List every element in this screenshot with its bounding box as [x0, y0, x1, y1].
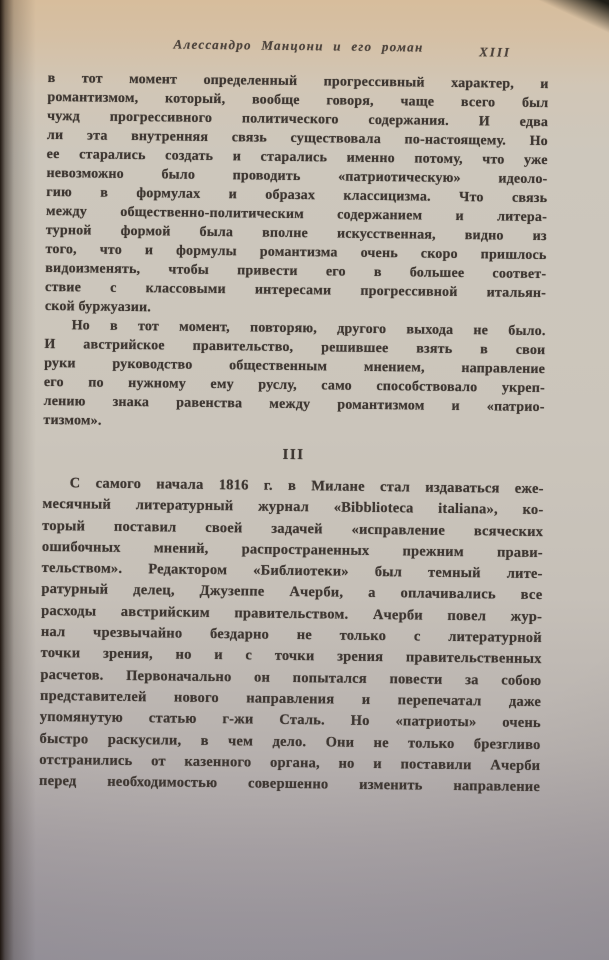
text-line: чужд прогрессивного политического содержания. И едва: [47, 108, 549, 131]
text-line: расчетов. Первоначально он попытался повести за собою: [40, 666, 542, 689]
text-line: лению знака равенства между романтизмом и «патрио-: [43, 393, 545, 416]
text-line: отстранились от казенного органа, но и поставили Ачерби: [39, 751, 541, 774]
text-line: ли эта внутренняя связь существовала по-настоящему. Но: [46, 127, 549, 150]
text-line: Но в тот момент, повторяю, другого выхода не было.: [71, 318, 546, 340]
text-line: торый поставил своей задачей «исправление всяческих: [42, 517, 544, 540]
text-line: быстро раскусили, в чем дело. Они не только брезгливо: [39, 730, 541, 753]
text-line: турной формой была вполне искусственная, видно из: [45, 222, 547, 245]
running-title: Алессандро Манцони и его роман: [173, 36, 424, 55]
text-line: между общественно-политическим содержанием и литера-: [45, 203, 548, 226]
text-line: И австрийское правительство, решившее взять в свои: [44, 336, 546, 359]
text-line: романтизмом, который, вообще говоря, чаще всего был: [47, 89, 549, 112]
text-line: его по нужному ему руслу, само способствовало укреп-: [43, 374, 545, 397]
text-line: ской буржуазии.: [44, 298, 152, 316]
text-line: месячный литературный журнал «Bibblioteca italiana», ко-: [42, 496, 544, 519]
text-line: ратурный делец, Джузеппе Ачерби, а оплачивались все: [41, 581, 543, 604]
text-line: видоизменять, чтобы привести его в большее соответ-: [45, 260, 547, 283]
text-line: нал чрезвычайно бездарно не только с литературной: [40, 623, 542, 647]
text-line: гию в формулах и образах классицизма. Что связь: [46, 184, 548, 207]
text-line: ее старались создать и старались именно потому, что уже: [46, 146, 548, 169]
text-line: С самого начала 1816 г. в Милане стал издаваться еже-: [69, 475, 544, 498]
text-line: ствие с классовыми интересами прогрессивной итальян-: [45, 279, 547, 302]
text-line: тизмом».: [43, 412, 102, 429]
text-line: ошибочных мнений, распространенных прежним прави-: [41, 538, 543, 561]
text-line: тельством». Редактором «Библиотеки» был темный лите-: [41, 560, 543, 583]
paragraph-continuation: [43, 69, 548, 436]
paragraph-3: [39, 473, 544, 799]
text-line: представителей нового направления и перепечатал даже: [40, 687, 542, 711]
text-line: расходы австрийским правительством. Ачерби повел жур-: [41, 602, 543, 625]
page-gutter-shadow: [0, 0, 36, 960]
text-line: того, что и формулы романтизма очень скоро пришлось: [45, 241, 547, 264]
text-line: невозможно было проводить «патриотическую» идеоло-: [46, 165, 548, 188]
text-line: руки руководство общественным мнением, направление: [44, 355, 546, 378]
page-number: XIII: [479, 44, 512, 60]
page-header: [48, 35, 549, 63]
text-line: в тот момент определенный прогрессивный характер, и: [47, 70, 549, 93]
text-line: упомянутую статью г-жи Сталь. Но «патриоты» очень: [39, 709, 541, 732]
background-corner: [531, 0, 609, 36]
text-line: точки зрения, но и с точки зрения правительственных: [40, 645, 542, 668]
section-heading: III: [282, 446, 305, 464]
page-content: [39, 35, 549, 799]
text-line: перед необходимостью совершенно изменить направление: [38, 773, 541, 796]
